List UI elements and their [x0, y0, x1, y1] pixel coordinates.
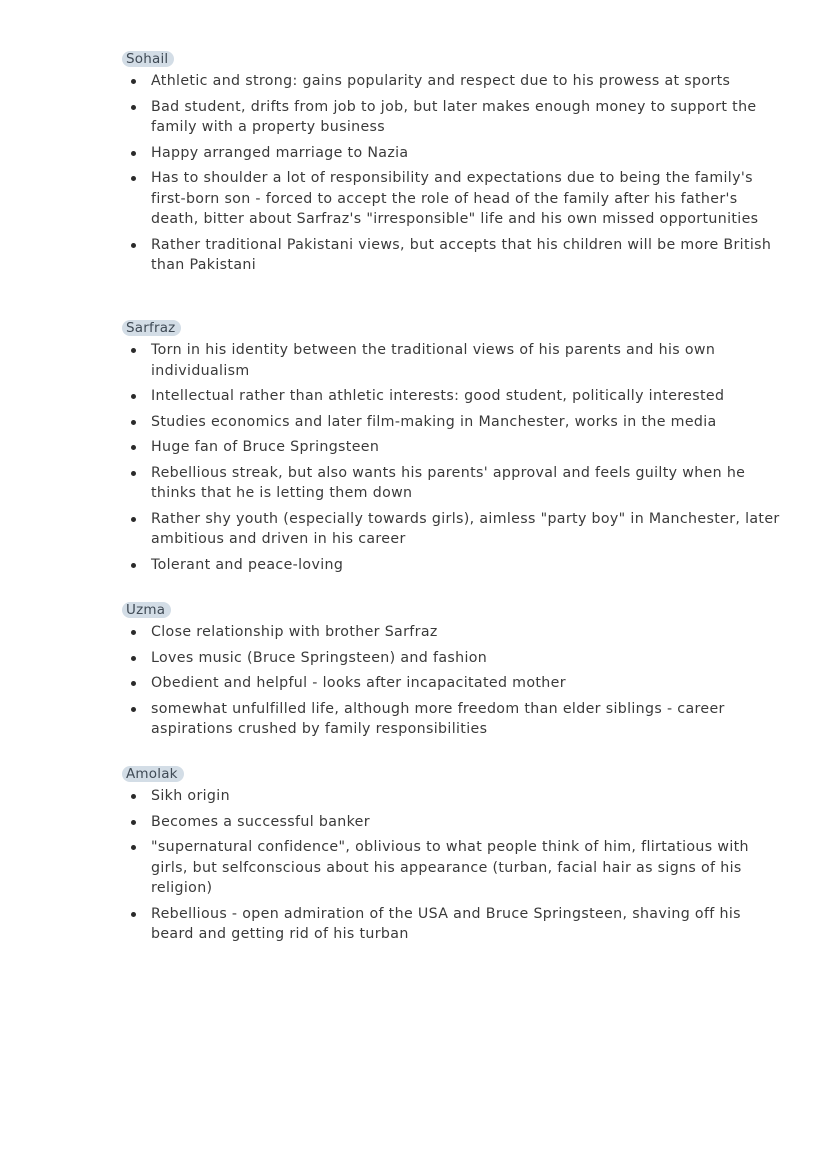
- list-item: Close relationship with brother Sarfraz: [122, 622, 782, 643]
- section-sohail: [122, 48, 782, 276]
- list-item: somewhat unfulfilled life, although more freedom than elder siblings - career aspirations crushed by family responsibilities: [122, 699, 782, 740]
- list-item: Bad student, drifts from job to job, but later makes enough money to support the family with a property business: [122, 97, 782, 138]
- list-item: Happy arranged marriage to Nazia: [122, 143, 782, 164]
- section-heading: Sohail: [122, 51, 174, 67]
- bullet-list: [122, 786, 782, 945]
- section-heading: Sarfraz: [122, 320, 181, 336]
- list-item: Athletic and strong: gains popularity and respect due to his prowess at sports: [122, 71, 782, 92]
- list-item: Torn in his identity between the traditional views of his parents and his own individualism: [122, 340, 782, 381]
- section-amolak: [122, 763, 782, 945]
- section-heading: Amolak: [122, 766, 184, 782]
- list-item: Loves music (Bruce Springsteen) and fashion: [122, 648, 782, 669]
- section-sarfraz: [122, 317, 782, 575]
- section-uzma: [122, 599, 782, 740]
- list-item: Tolerant and peace-loving: [122, 555, 782, 576]
- list-item: Rebellious - open admiration of the USA and Bruce Springsteen, shaving off his beard and getting rid of his turban: [122, 904, 782, 945]
- list-item: Intellectual rather than athletic interests: good student, politically interested: [122, 386, 782, 407]
- bullet-list: [122, 71, 782, 276]
- list-item: Rebellious streak, but also wants his parents' approval and feels guilty when he thinks that he is letting them down: [122, 463, 782, 504]
- list-item: Rather shy youth (especially towards girls), aimless "party boy" in Manchester, later ambitious and driven in his career: [122, 509, 782, 550]
- list-item: Huge fan of Bruce Springsteen: [122, 437, 782, 458]
- bullet-list: [122, 340, 782, 575]
- list-item: Becomes a successful banker: [122, 812, 782, 833]
- list-item: Studies economics and later film-making in Manchester, works in the media: [122, 412, 782, 433]
- list-item: Obedient and helpful - looks after incapacitated mother: [122, 673, 782, 694]
- bullet-list: [122, 622, 782, 740]
- list-item: Sikh origin: [122, 786, 782, 807]
- list-item: "supernatural confidence", oblivious to what people think of him, flirtatious with girls, but selfconscious about his appearance (turban, facial hair as signs of his religion): [122, 837, 782, 899]
- section-heading: Uzma: [122, 602, 171, 618]
- list-item: Rather traditional Pakistani views, but accepts that his children will be more British than Pakistani: [122, 235, 782, 276]
- list-item: Has to shoulder a lot of responsibility and expectations due to being the family's first-born son - forced to accept the role of head of the family after his father's death, bitter about Sarfraz's "irresponsible" life and his own missed opportunities: [122, 168, 782, 230]
